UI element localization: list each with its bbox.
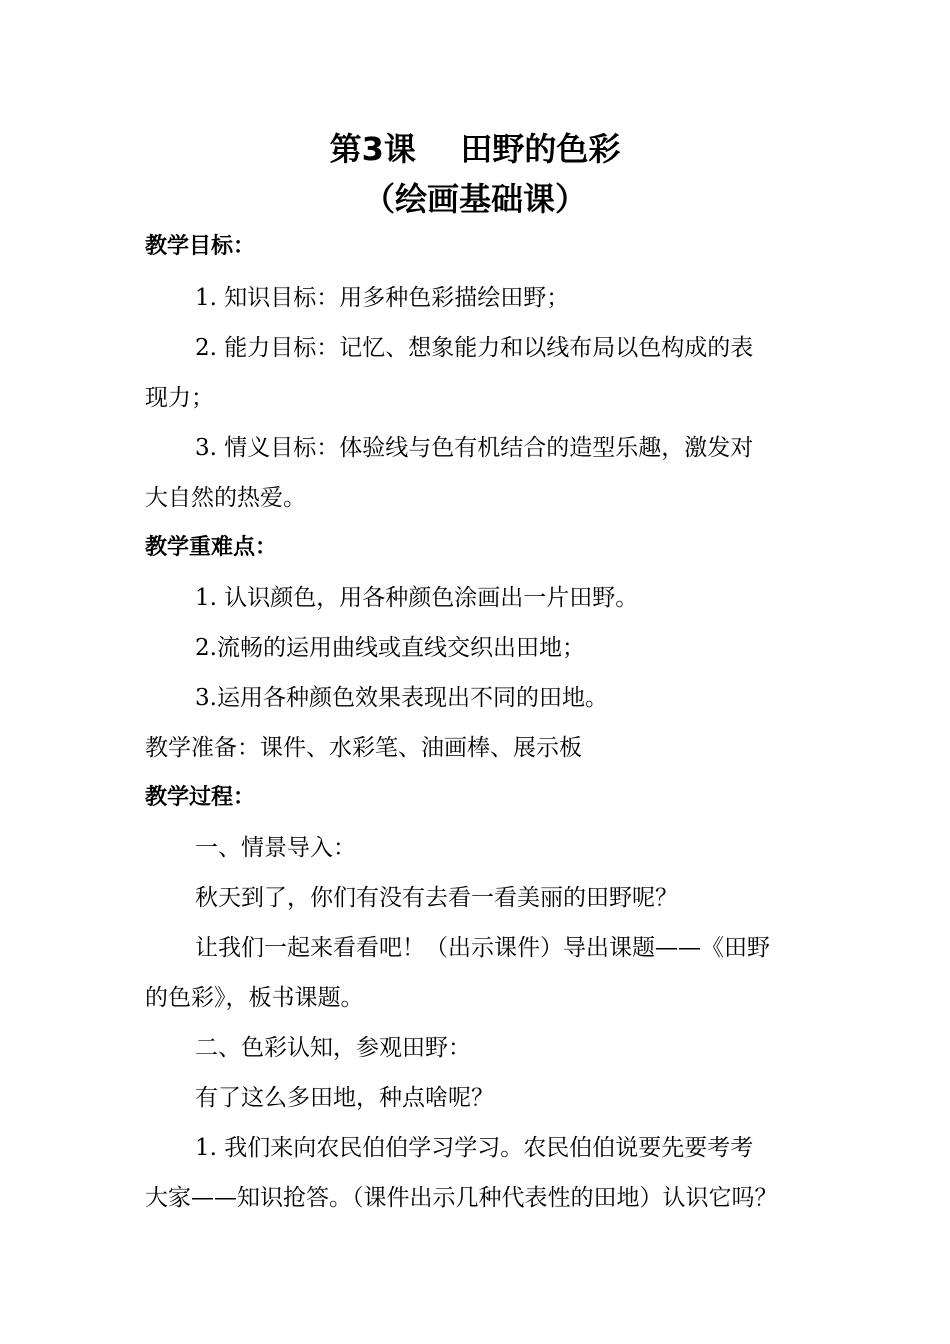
paragraph-line: 现力； <box>145 385 214 411</box>
paragraph-line: 大家——知识抢答。（课件出示几种代表性的田地）认识它吗？ <box>145 1185 778 1211</box>
section-heading-key-points: 教学重难点： <box>145 535 278 560</box>
paragraph-line: 1. 我们来向农民伯伯学习学习。农民伯伯说要先要考考 <box>195 1135 754 1161</box>
document-title: 第3课 田野的色彩 <box>329 130 621 168</box>
paragraph-line: 有了这么多田地，种点啥呢？ <box>195 1085 494 1111</box>
paragraph-line: 一、情景导入： <box>195 835 356 861</box>
paragraph-line: 2. 能力目标：记忆、想象能力和以线布局以色构成的表 <box>195 335 754 361</box>
section-heading-teaching-process: 教学过程： <box>145 785 256 810</box>
paragraph-line: 二、色彩认知，参观田野： <box>195 1035 471 1061</box>
teaching-preparation-line: 教学准备：课件、水彩笔、油画棒、展示板 <box>145 735 582 761</box>
document-subtitle: （绘画基础课） <box>362 180 587 218</box>
paragraph-line: 2.流畅的运用曲线或直线交织出田地； <box>195 635 585 661</box>
paragraph-line: 1. 认识颜色，用各种颜色涂画出一片田野。 <box>195 585 639 611</box>
paragraph-line: 大自然的热爱。 <box>145 485 306 511</box>
paragraph-line: 的色彩》，板书课题。 <box>145 985 364 1011</box>
paragraph-line: 3.运用各种颜色效果表现出不同的田地。 <box>195 685 608 711</box>
paragraph-line: 让我们一起来看看吧！（出示课件）导出课题——《田野 <box>195 935 770 961</box>
section-heading-teaching-goals: 教学目标： <box>145 234 256 259</box>
paragraph-line: 秋天到了，你们有没有去看一看美丽的田野呢？ <box>195 885 678 911</box>
paragraph-line: 1. 知识目标：用多种色彩描绘田野； <box>195 285 570 311</box>
paragraph-line: 3. 情义目标：体验线与色有机结合的造型乐趣，激发对 <box>195 435 754 461</box>
